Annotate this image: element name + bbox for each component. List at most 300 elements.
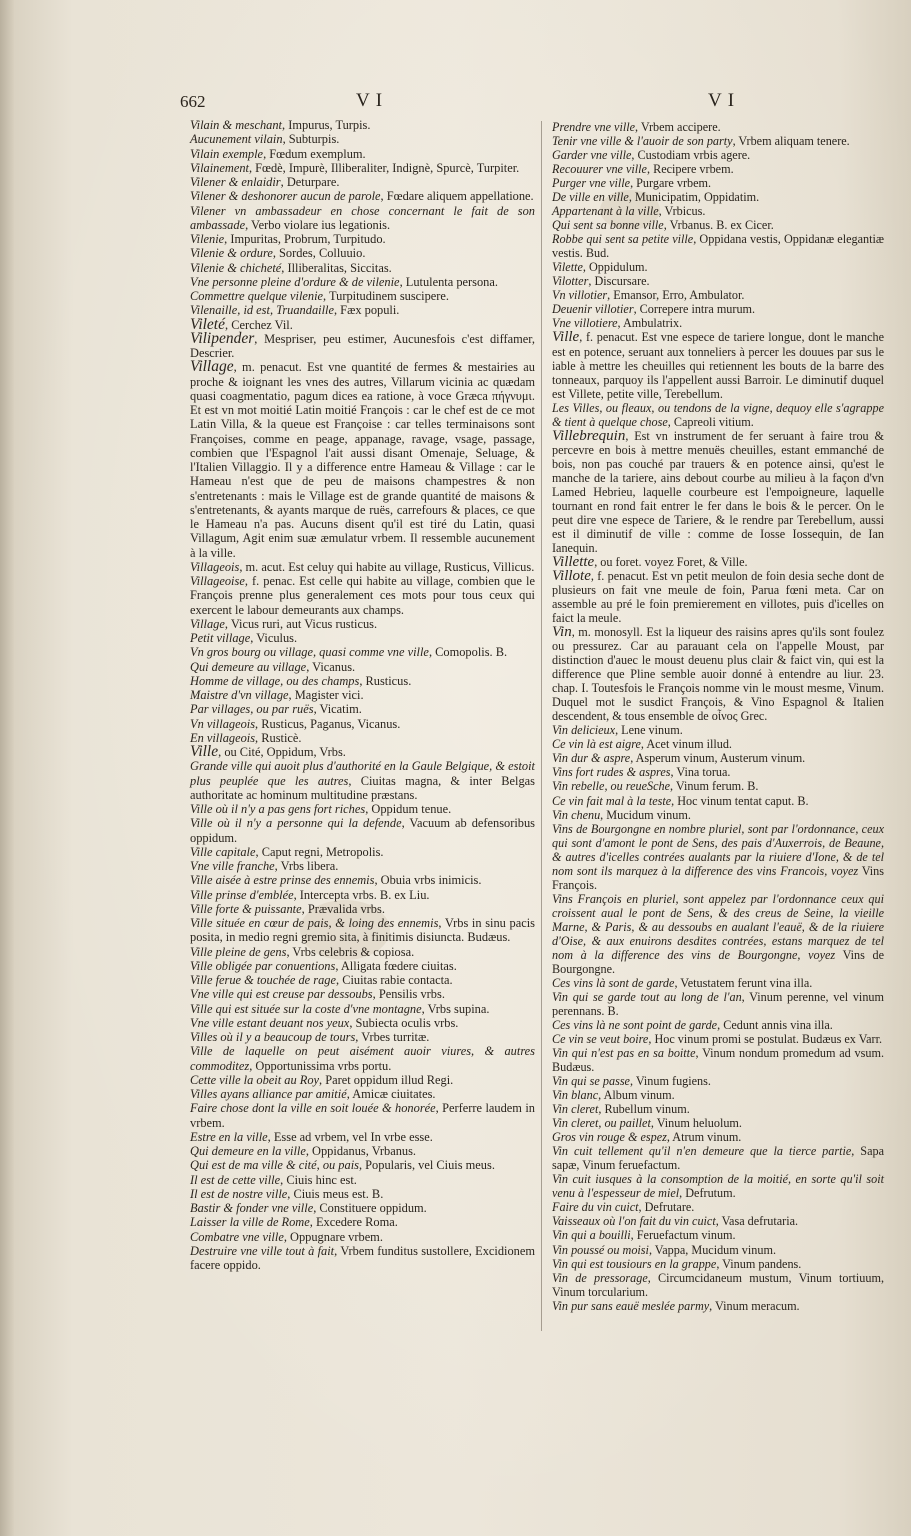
dictionary-entry — [552, 316, 884, 330]
entry-headword: Villote — [552, 568, 591, 584]
entry-headword: Ce vin là est aigre — [552, 737, 641, 752]
entry-headword: Vin cuit tellement qu'il n'en demeure que la tierce partie — [552, 1144, 852, 1159]
entry-headword: Vne villotiere — [552, 316, 618, 331]
dictionary-entry — [552, 1214, 884, 1228]
entry-headword: Vileté — [190, 315, 225, 333]
dictionary-entry — [190, 1002, 535, 1016]
entry-text: , Vinum pandens. — [716, 1256, 802, 1271]
entry-text: , Vinum fugiens. — [629, 1074, 711, 1089]
column-divider — [541, 121, 542, 1331]
entry-headword: Vn villotier — [552, 288, 608, 303]
entry-text: , Rubellum vinum. — [598, 1102, 690, 1117]
entry-text: , ou foret. voyez Foret, & Ville. — [594, 554, 748, 569]
entry-headword: Vin chenu — [552, 807, 601, 822]
entry-headword: Prendre vne ville — [552, 120, 636, 134]
entry-headword: Vin qui est tousiours en la grappe — [552, 1256, 717, 1271]
dictionary-entry — [552, 1271, 884, 1299]
dictionary-entry — [190, 973, 535, 987]
dictionary-entry — [552, 260, 884, 274]
entry-text: , Sordes, Colluuio. — [272, 246, 366, 261]
dictionary-entry — [190, 688, 535, 702]
dictionary-entry — [552, 1116, 884, 1130]
entry-text: , Rusticus, Paganus, Vicanus. — [255, 716, 401, 731]
entry-headword: Il est de cette ville — [190, 1172, 281, 1187]
entry-text: , Illiberalitas, Siccitas. — [281, 260, 392, 275]
dictionary-entry — [190, 1087, 535, 1101]
entry-text: , Intercepta vrbs. B. ex Liu. — [293, 887, 430, 902]
entry-text: , f. penacut. Est vn petit meulon de foin desia seche dont de plusieurs on fait vne meule de foin, Parua fœni meta. Car on assemble au pré le foin premierement en villotes, puis d'icelles on faict la meule. — [552, 569, 884, 626]
entry-text: , Impuritas, Probrum, Turpitudo. — [224, 232, 386, 246]
dictionary-entry — [552, 808, 884, 822]
dictionary-entry — [552, 429, 884, 555]
dictionary-entry — [552, 120, 884, 134]
dictionary-entry — [190, 1016, 535, 1030]
entry-text: , Vasa defrutaria. — [715, 1214, 799, 1229]
dictionary-entry — [552, 218, 884, 232]
dictionary-entry — [190, 802, 535, 816]
dictionary-entry — [552, 274, 884, 288]
entry-headword: Vin — [552, 624, 572, 641]
entry-text: , Vrbes turritæ. — [355, 1030, 430, 1044]
entry-text: , Feruefactum vinum. — [630, 1228, 736, 1243]
entry-headword: Ville pleine de gens — [190, 944, 287, 959]
entry-text: , Oppugnare vrbem. — [283, 1229, 383, 1244]
entry-text: , Vrbicus. — [658, 204, 706, 219]
entry-text: , Vrbem accipere. — [635, 120, 721, 134]
dictionary-entry — [190, 303, 535, 317]
entry-headword: Faire chose dont la ville en soit louée & honorée — [190, 1101, 436, 1116]
entry-text: , Asperum vinum, Austerum vinum. — [630, 751, 806, 766]
dictionary-entry — [552, 723, 884, 737]
dictionary-entry — [552, 1144, 884, 1172]
dictionary-entry — [190, 617, 535, 631]
dictionary-entry — [190, 147, 535, 161]
dictionary-entry — [552, 1102, 884, 1116]
dictionary-entry — [190, 189, 535, 203]
entry-text: , Oppidum tenue. — [365, 802, 452, 816]
entry-text: , Opportunissima vrbs portu. — [249, 1058, 392, 1073]
entry-text: , Discursare. — [588, 274, 650, 289]
dictionary-entry — [190, 560, 535, 574]
dictionary-entry — [190, 574, 535, 617]
entry-text: Vins François. — [552, 863, 884, 892]
dictionary-entry — [190, 959, 535, 973]
dictionary-entry — [552, 1074, 884, 1088]
entry-headword: Villageoise — [190, 574, 245, 588]
entry-headword: Vilenie — [190, 232, 225, 246]
entry-text: , Oppidana vestis, Oppidanæ elegantiæ vestis. Bud. — [552, 232, 884, 261]
entry-text: , Vinum nondum promedum ad vsum. Budæus. — [552, 1046, 884, 1075]
entry-headword: Vn gros bourg ou village, quasi comme vne ville — [190, 645, 429, 660]
entry-headword: Grande ville qui auoit plus d'authorité en la Gaule Belgique, & estoit plus peuplée que les autres — [190, 759, 535, 788]
entry-headword: Vin blanc — [552, 1088, 599, 1103]
dictionary-entry — [552, 302, 884, 316]
entry-headword: Ville forte & puissante — [190, 901, 302, 916]
dictionary-entry — [190, 845, 535, 859]
entry-text: , Vrbs celebris & copiosa. — [286, 944, 415, 959]
entry-text: , Ciuis meus est. B. — [287, 1186, 384, 1201]
dictionary-entry — [190, 674, 535, 688]
entry-headword: Garder vne ville — [552, 148, 632, 163]
entry-text: , Hoc vinum promi se postulat. Budæus ex Varr. — [648, 1032, 883, 1047]
dictionary-entry — [552, 976, 884, 990]
dictionary-entry — [190, 987, 535, 1001]
entry-text: , Magister vici. — [288, 688, 364, 702]
dictionary-entry — [552, 1172, 884, 1200]
dictionary-entry — [190, 702, 535, 716]
entry-headword: Gros vin rouge & espez — [552, 1130, 667, 1145]
entry-headword: Ce vin se veut boire — [552, 1032, 649, 1047]
dictionary-entry — [190, 902, 535, 916]
entry-headword: Vilenie & chicheté — [190, 260, 282, 275]
dictionary-entry — [190, 118, 535, 132]
dictionary-entry — [190, 1173, 535, 1187]
entry-headword: Vins François en pluriel, sont appelez par l'ordonnance ceux qui croissent aual le pont de Sens, & des creus de Seine, la vieille Marne, & Paris, & au dessoubs en aualant l'eauë, & de la riuiere d'Oise, & aux enuirons desdites contrées, estans marquez de tel nom à la difference des vins de Bourgongne, voyez — [552, 891, 884, 962]
entry-headword: Ces vins là sont de garde — [552, 975, 675, 990]
entry-text: , Pensilis vrbs. — [372, 987, 445, 1002]
entry-text: , Fœdum exemplum. — [263, 146, 366, 161]
entry-headword: Vin poussé ou moisi — [552, 1242, 649, 1257]
entry-text: , Vrbs supina. — [421, 1001, 490, 1016]
entry-headword: Vn villageois — [190, 716, 256, 731]
entry-headword: Vin qui se garde tout au long de l'an — [552, 989, 742, 1004]
entry-text: , Sapa sapæ, Vinum feruefactum. — [552, 1144, 884, 1173]
entry-headword: Villebrequin — [552, 427, 626, 444]
entry-text: , Cedunt annis vina illa. — [717, 1018, 833, 1032]
entry-text: , Ambulatrix. — [617, 316, 683, 331]
entry-text: , Defrutum. — [679, 1186, 736, 1201]
entry-headword: Combatre vne ville — [190, 1229, 284, 1244]
entry-headword: Vin de pressorage — [552, 1270, 648, 1285]
entry-headword: Qui demeure au village — [190, 659, 307, 674]
dictionary-entry — [190, 1101, 535, 1130]
entry-text: , Ciuitas rabie contacta. — [336, 973, 453, 987]
dictionary-entry — [552, 1018, 884, 1032]
dictionary-entry — [552, 176, 884, 190]
entry-text: , Vrbanus. B. ex Cicer. — [663, 218, 774, 233]
entry-text: , Vinum ferum. B. — [670, 779, 759, 794]
entry-headword: Il est de nostre ville — [190, 1186, 288, 1201]
entry-headword: Vin cleret — [552, 1102, 599, 1117]
entry-text: , Album vinum. — [598, 1088, 675, 1103]
entry-headword: Vin qui a bouilli — [552, 1228, 631, 1243]
entry-headword: Vins de Bourgongne en nombre pluriel, sont par l'ordonnance, ceux qui sont d'amont le pont de Sens, des pais d'Auxerrois, de Beaune, & autres d'icelles contrées aualants par la riuiere d'Ione, & de tel nom sont ils marquez à la difference des vins Francois, voyez — [552, 821, 884, 878]
entry-headword: Villageois — [190, 559, 240, 574]
entry-text: , Rusticè. — [255, 730, 302, 745]
entry-headword: Vin rebelle, ou reueSche — [552, 779, 670, 794]
entry-text: , Excedere Roma. — [309, 1215, 398, 1230]
entry-text: , Impurus, Turpis. — [282, 118, 371, 132]
entry-text: , Comopolis. B. — [428, 645, 508, 660]
entry-headword: Recouurer vne ville — [552, 162, 647, 177]
entry-headword: Ville de laquelle on peut aisément auoir viures, & autres commoditez — [190, 1044, 535, 1073]
entry-text: , Hoc vinum tentat caput. B. — [671, 793, 809, 808]
entry-text: , m. penacut. Est vne quantité de fermes & mestairies au proche & ioignant les vnes des autres, Villarum vicinia ac quædam quasi coagmentatio, pagum dices ea ratione, à voce Græca πήγνυμι. Et est vn mot moitié Latin moitié François : car le chef est de ce mot Latin Villa, & la queue est Françoise : car telles terminaisons sont Françoises, comme en peage, appanage, ravage, vsage, passage, combien que l'Espagnol l'ait aussi disant Omenaje, Seluage, & l'Italien Villaggio. Il y a difference entre Hameau & Village : car le Hameau n'est que de peu de maisons champestres & non s'entretenants : mais le Village est de grande quantité de maisons & s'entretenants, & ayants marque de ruës, carrefours & places, ce que le Hameau n'a pas. Aucuns disent qu'il est tiré du Latin, quasi Villagum, Agit enim suæ æmulatur vrbem. Il ressemble aucunement à la ville. — [190, 360, 535, 560]
dictionary-entry — [190, 329, 535, 361]
entry-text: , m. acut. Est celuy qui habite au village, Rusticus, Villicus. — [239, 559, 535, 574]
dictionary-entry — [190, 289, 535, 303]
dictionary-entry — [552, 990, 884, 1018]
entry-text: , Amicæ ciuitates. — [346, 1087, 436, 1101]
dictionary-entry — [190, 873, 535, 887]
entry-headword: Vin dur & aspre — [552, 751, 631, 766]
entry-headword: Vins fort rudes & aspres — [552, 765, 671, 780]
entry-headword: Villes ayans alliance par amitié — [190, 1087, 347, 1101]
entry-headword: Vilainement — [190, 160, 249, 175]
dictionary-entry — [190, 1187, 535, 1201]
entry-headword: Cette ville la obeit au Roy — [190, 1072, 320, 1087]
running-head-right: VI — [708, 90, 741, 111]
entry-text: , m. monosyll. Est la liqueur des raisins apres qu'ils sont foulez ou pressurez. Car au parauant cela on l'appelle Moust, par distinction d'auec le moust deuenu plus clair & faict vin, qui est la difference que Pline semble auoir donné à entendre au liur. 23. chap. I. Toutesfois le François nomme vin le moust mesme, Vinum. Duquel mot le susdict François, & Vino Espagnol & Italien descendent, & tous ensemble de οἶνος Grec. — [552, 625, 884, 724]
entry-headword: Estre en la ville — [190, 1129, 268, 1144]
entry-text: , Vrbem funditus sustollere, Excidionem facere oppido. — [190, 1243, 535, 1272]
dictionary-entry — [190, 888, 535, 902]
dictionary-entry — [552, 737, 884, 751]
entry-text: , Mucidum vinum. — [600, 807, 691, 822]
entry-headword: Robbe qui sent sa petite ville — [552, 232, 694, 247]
entry-headword: Ville — [190, 743, 219, 760]
entry-headword: Destruire vne ville tout à fait — [190, 1243, 335, 1258]
entry-text: , Fœdè, Impurè, Illiberaliter, Indignè, Spurcè, Turpiter. — [248, 160, 520, 175]
dictionary-entry — [552, 232, 884, 260]
entry-text: , Ciuis hinc est. — [280, 1172, 357, 1187]
running-head-left: VI — [356, 90, 389, 111]
entry-headword: Laisser la ville de Rome — [190, 1215, 310, 1230]
entry-headword: Vne ville franche — [190, 859, 275, 873]
entry-text: , Vrbs libera. — [274, 859, 339, 873]
entry-text: , f. penac. Est celle qui habite au village, combien que le François prenne plus generalement ces mots pour tous ceux qui exercent le labour demeurants aux champs. — [190, 574, 535, 617]
entry-headword: Ce vin fait mal à la teste — [552, 793, 672, 808]
dictionary-entry — [190, 1230, 535, 1244]
entry-headword: Vin qui n'est pas en sa boitte — [552, 1046, 696, 1061]
dictionary-entry — [190, 275, 535, 289]
entry-headword: Ville ferue & touchée de rage — [190, 973, 336, 987]
dictionary-entry — [190, 816, 535, 845]
dictionary-entry — [552, 794, 884, 808]
entry-text: , Custodiam vrbis agere. — [631, 148, 751, 163]
dictionary-entry — [190, 232, 535, 246]
entry-headword: Par villages, ou par ruës — [190, 702, 314, 717]
entry-text: , Purgare vrbem. — [630, 176, 712, 191]
dictionary-entry — [552, 1046, 884, 1074]
dictionary-entry — [190, 1215, 535, 1229]
dictionary-entry — [190, 204, 535, 233]
entry-headword: Villes où il y a beaucoup de tours — [190, 1030, 356, 1044]
entry-headword: Vne ville qui est creuse par dessoubs — [190, 987, 373, 1002]
entry-headword: Vilenie & ordure — [190, 246, 273, 261]
dictionary-entry — [190, 759, 535, 802]
entry-headword: Appartenant à la ville — [552, 204, 659, 219]
entry-text: Vins de Bourgongne. — [552, 947, 884, 976]
entry-headword: Vin pur sans eauë meslée parmy — [552, 1298, 710, 1313]
entry-headword: Qui est de ma ville & cité, ou pais — [190, 1158, 359, 1173]
entry-text: , Capreoli vitium. — [667, 414, 754, 429]
entry-headword: Ville obligée par conuentions — [190, 958, 336, 973]
entry-headword: Vilain exemple — [190, 146, 264, 161]
entry-text: , Subiecta oculis vrbs. — [349, 1015, 459, 1030]
entry-text: , Oppidanus, Vrbanus. — [305, 1144, 417, 1158]
dictionary-entry — [190, 175, 535, 189]
dictionary-entry — [190, 745, 535, 759]
entry-text: , Verbo violare ius legationis. — [245, 217, 391, 232]
entry-headword: Purger vne ville — [552, 176, 631, 191]
entry-headword: Homme de village, ou des champs — [190, 673, 360, 688]
entry-text: , Defrutare. — [638, 1200, 695, 1215]
dictionary-entry — [190, 859, 535, 873]
entry-headword: Vilotter — [552, 274, 589, 289]
entry-headword: Vaisseaux où l'on fait du vin cuict — [552, 1214, 716, 1229]
entry-text: , Fœdare aliquem appellatione. — [380, 189, 534, 204]
entry-text: , Ciuitas magna, & inter Belgas authoritate ac hominum multitudine præstans. — [190, 773, 536, 802]
dictionary-entry — [552, 1200, 884, 1214]
entry-headword: Vin cleret, ou paillet — [552, 1116, 651, 1131]
entry-text: , Vinum perenne, vel vinum perennans. B. — [552, 989, 884, 1018]
entry-text: , Vrbem aliquam tenere. — [732, 134, 850, 149]
entry-text: , Deturpare. — [280, 175, 340, 189]
entry-headword: Commettre quelque vilenie — [190, 289, 324, 303]
entry-text: , Vicanus. — [306, 659, 356, 674]
entry-text: , Mespriser, peu estimer, Aucunesfois c'est diffamer, Descrier. — [190, 331, 535, 360]
entry-text: , Atrum vinum. — [666, 1130, 742, 1145]
entry-headword: Petit village — [190, 631, 251, 645]
entry-headword: Vilette — [552, 260, 583, 275]
entry-text: , Turpitudinem suscipere. — [323, 289, 450, 303]
dictionary-entry — [552, 779, 884, 793]
left-column — [190, 118, 535, 1272]
entry-headword: Ville où il n'y a personne qui la defende — [190, 816, 402, 831]
entry-text: , Subturpis. — [282, 132, 340, 147]
entry-headword: Aucunement vilain — [190, 132, 283, 147]
dictionary-entry — [190, 261, 535, 275]
dictionary-entry — [552, 1243, 884, 1257]
entry-text: , Vacuum ab defensoribus oppidum. — [190, 816, 536, 845]
entry-headword: Tenir vne ville & l'auoir de son party — [552, 134, 733, 149]
entry-text: , ou Cité, Oppidum, Vrbs. — [218, 745, 346, 759]
entry-text: , Perferre laudem in vrbem. — [190, 1101, 535, 1130]
entry-text: , Fæx populi. — [333, 303, 400, 318]
entry-text: , f. penacut. Est vne espece de tariere longue, dont le manche est en potence, seruant aux tonneliers à percer les douues par sus le iable à mettre les cheuilles qui retiennent les bouts de la barre des tonneaux, parquoy ils l'appellent aussi Barroir. Le diminutif duquel est Villete, petite ville, Terebellum. — [552, 330, 884, 401]
entry-text: , Vappa, Mucidum vinum. — [648, 1242, 776, 1257]
dictionary-entry — [190, 945, 535, 959]
dictionary-entry — [190, 132, 535, 146]
dictionary-entry — [190, 1158, 535, 1172]
dictionary-entry — [552, 1088, 884, 1102]
entry-headword: Village — [190, 616, 225, 631]
entry-headword: Vin qui se passe — [552, 1074, 630, 1089]
entry-headword: Les Villes, ou fleaux, ou tendons de la vigne, dequoy elle s'agrappe & tient à quelque chose — [552, 400, 884, 429]
entry-headword: Vilener & deshonorer aucun de parole — [190, 189, 381, 204]
entry-text: , Obuia vrbs inimicis. — [374, 873, 482, 888]
entry-text: , Lene vinum. — [615, 723, 683, 738]
entry-text: , Esse ad vrbem, vel In vrbe esse. — [267, 1129, 433, 1144]
dictionary-entry — [190, 1030, 535, 1044]
dictionary-entry — [552, 765, 884, 779]
entry-text: , Circumcidaneum mustum, Vinum tortiuum, Vinum torcularium. — [552, 1270, 884, 1299]
entry-headword: Ville capitale — [190, 844, 256, 859]
dictionary-entry — [190, 1144, 535, 1158]
entry-headword: Vilain & meschant — [190, 118, 282, 132]
entry-text: , Caput regni, Metropolis. — [255, 844, 384, 859]
entry-text: , Vinum meracum. — [709, 1298, 800, 1313]
entry-text: , Vicus ruri, aut Vicus rusticus. — [224, 616, 378, 631]
entry-text: , Correpere intra murum. — [633, 302, 756, 317]
dictionary-entry — [552, 134, 884, 148]
dictionary-entry — [552, 751, 884, 765]
entry-text: , Prævalida vrbs. — [301, 901, 385, 916]
dictionary-entry — [190, 161, 535, 175]
entry-headword: Ville — [552, 329, 580, 346]
entry-headword: Bastir & fonder vne ville — [190, 1201, 314, 1215]
dictionary-entry — [552, 1299, 884, 1313]
entry-text: , Municipatim, Oppidatim. — [628, 190, 760, 205]
entry-text: , Lutulenta persona. — [399, 274, 498, 289]
entry-headword: Qui demeure en la ville — [190, 1144, 306, 1158]
entry-headword: Deuenir villotier — [552, 302, 634, 317]
dictionary-entry — [190, 660, 535, 674]
entry-headword: Vilener & enlaidir — [190, 175, 281, 189]
entry-text: , Recipere vrbem. — [646, 162, 734, 177]
entry-headword: Vilenaille, id est, Truandaille — [190, 303, 334, 318]
entry-text: , Emansor, Erro, Ambulator. — [607, 288, 745, 303]
entry-headword: Ville située en cœur de pais, & loing des ennemis — [190, 916, 439, 930]
entry-headword: Ville aisée à estre prinse des ennemis — [190, 873, 375, 888]
entry-headword: Villette — [552, 553, 595, 570]
dictionary-entry — [190, 1244, 535, 1273]
dictionary-entry — [552, 569, 884, 625]
entry-text: , Constituere oppidum. — [313, 1201, 427, 1215]
entry-headword: Vne ville estant deuant nos yeux — [190, 1015, 350, 1030]
entry-headword: Village — [190, 358, 234, 376]
right-column — [552, 120, 884, 1313]
dictionary-entry — [552, 190, 884, 204]
entry-text: , Est vn instrument de fer seruant à faire trou & percevre en bois à mettre menuës cheuilles, estant emmanché de bois, non pas couché par trauers & en potence ainsi, qu'est le manche de la tariere, ains debout courbe au milieu à la façon d'vn Lamed Hebrieu, laquelle courbeure est l'empoigneure, laquelle tournant en rond fait entrer le fer dans le bois & le percer. On le peut dire vne espece de Tariere, & le rendre par Terebellum, aussi est il diminutif de ville : comme de Iosse Iossequin, de Ian Ianequin. — [552, 428, 884, 555]
entry-headword: Vin cuit iusques à la consomption de la moitié, en sorte qu'il soit venu à l'espesseur de miel — [552, 1172, 884, 1201]
dictionary-entry — [552, 625, 884, 723]
entry-text: , Vrbs in sinu pacis posita, in medio regni gremio sita, à finitimis disiuncta. Budæus. — [190, 916, 535, 945]
entry-headword: Qui sent sa bonne ville — [552, 218, 664, 233]
entry-headword: Ville où il n'y a pas gens fort riches — [190, 802, 366, 816]
dictionary-entry — [552, 288, 884, 302]
entry-text: , Vina torua. — [670, 765, 731, 780]
dictionary-entry — [552, 1228, 884, 1242]
entry-headword: Maistre d'vn village — [190, 688, 289, 702]
entry-headword: Ville prinse d'emblée — [190, 887, 294, 902]
dictionary-entry — [190, 731, 535, 745]
dictionary-entry — [552, 148, 884, 162]
entry-headword: Ces vins là ne sont point de garde — [552, 1018, 718, 1032]
dictionary-entry — [190, 1201, 535, 1215]
dictionary-entry — [190, 631, 535, 645]
dictionary-entry — [190, 645, 535, 659]
entry-text: , Paret oppidum illud Regi. — [319, 1072, 454, 1087]
entry-text: , Viculus. — [250, 631, 298, 645]
dictionary-entry — [552, 892, 884, 976]
dictionary-entry — [190, 1130, 535, 1144]
entry-headword: En villageois — [190, 730, 256, 745]
dictionary-entry — [552, 162, 884, 176]
entry-text: , Acet vinum illud. — [640, 737, 732, 752]
dictionary-entry — [190, 246, 535, 260]
entry-text: , Popularis, vel Ciuis meus. — [358, 1158, 495, 1173]
entry-headword: Vilipender — [190, 329, 255, 347]
entry-text: , Oppidulum. — [582, 260, 648, 275]
dictionary-entry — [190, 360, 535, 560]
dictionary-entry — [552, 822, 884, 892]
dictionary-entry — [552, 1257, 884, 1271]
entry-headword: Faire du vin cuict — [552, 1200, 639, 1215]
entry-text: , Vinum heluolum. — [650, 1116, 742, 1131]
dictionary-entry — [552, 555, 884, 569]
